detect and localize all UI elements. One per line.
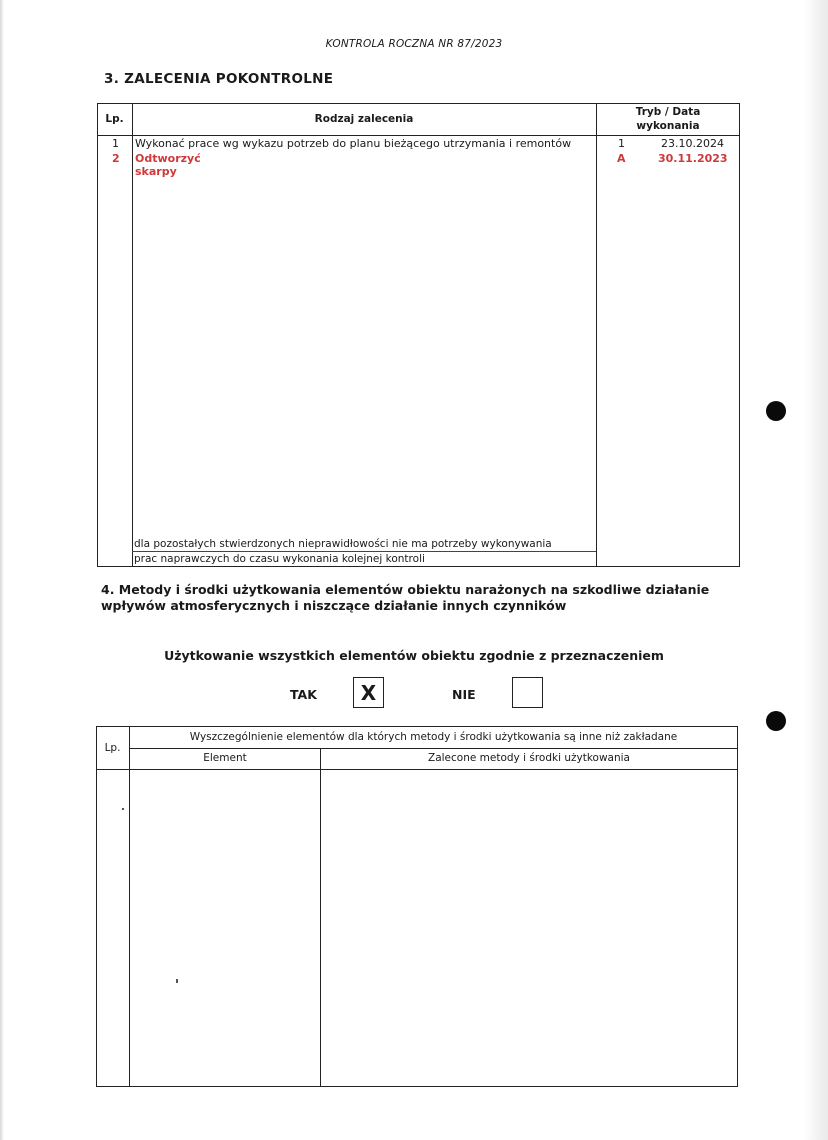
column-header-mode-date-line1: Tryb / Data (635, 106, 701, 118)
table-footer-note-line2: prac naprawczych do czasu wykonania kolejnej kontroli (134, 553, 425, 565)
section-3-title: 3. ZALECENIA POKONTROLNE (104, 71, 334, 87)
page-edge-right (804, 0, 828, 1140)
column-header-mode-date-line2: wykonania (636, 120, 700, 132)
row-mode: 1 (618, 137, 625, 150)
usage-table-header-lp: Lp. (104, 742, 121, 754)
row-recommendation-text: Wykonać prace wg wykazu potrzeb do planu bieżącego utrzymania i remontów (135, 137, 572, 150)
row-lp: 2 (112, 152, 120, 165)
page-edge-left (0, 0, 4, 1140)
column-header-recommendation-type: Rodzaj zalecenia (314, 113, 414, 125)
table-footer-note (134, 537, 552, 567)
checkbox-x-mark: X (360, 680, 377, 705)
row-date: 23.10.2024 (661, 137, 724, 150)
punch-hole-top (766, 401, 786, 421)
usage-table-group-header: Wyszczególnienie elementów dla których metody i środki użytkowania są inne niż zakładane (189, 731, 678, 743)
column-header-lp: Lp. (105, 113, 124, 125)
punch-hole-bottom (766, 711, 786, 731)
row-mode: A (617, 152, 626, 165)
section-4-title (101, 582, 741, 614)
usage-statement: Użytkowanie wszystkich elementów obiektu zgodnie z przeznaczeniem (164, 648, 664, 663)
section-4-title-line2: wpływów atmosferycznych i niszczące działanie innych czynników (101, 598, 567, 613)
option-yes-checkbox[interactable] (353, 677, 384, 708)
document-header: KONTROLA ROCZNA NR 87/2023 (325, 38, 503, 50)
section-4-title-line1: 4. Metody i środki użytkowania elementów obiektu narażonych na szkodliwe działanie (101, 582, 710, 597)
usage-table-header-element: Element (203, 752, 247, 764)
row-date: 30.11.2023 (658, 152, 728, 165)
row-lp: 1 (112, 137, 119, 150)
stray-mark (176, 979, 178, 983)
option-yes-label: TAK (290, 687, 317, 702)
table-footer-note-line1: dla pozostałych stwierdzonych nieprawidłowości nie ma potrzeby wykonywania (134, 538, 552, 550)
stray-mark (122, 808, 124, 810)
footer-note-underline (132, 551, 596, 552)
row-recommendation-text: Odtworzyć skarpy (135, 152, 201, 178)
option-no-checkbox[interactable] (512, 677, 543, 708)
usage-table-header-methods: Zalecone metody i środki użytkowania (428, 752, 630, 764)
column-header-mode-date (597, 105, 739, 133)
option-no-label: NIE (452, 687, 476, 702)
